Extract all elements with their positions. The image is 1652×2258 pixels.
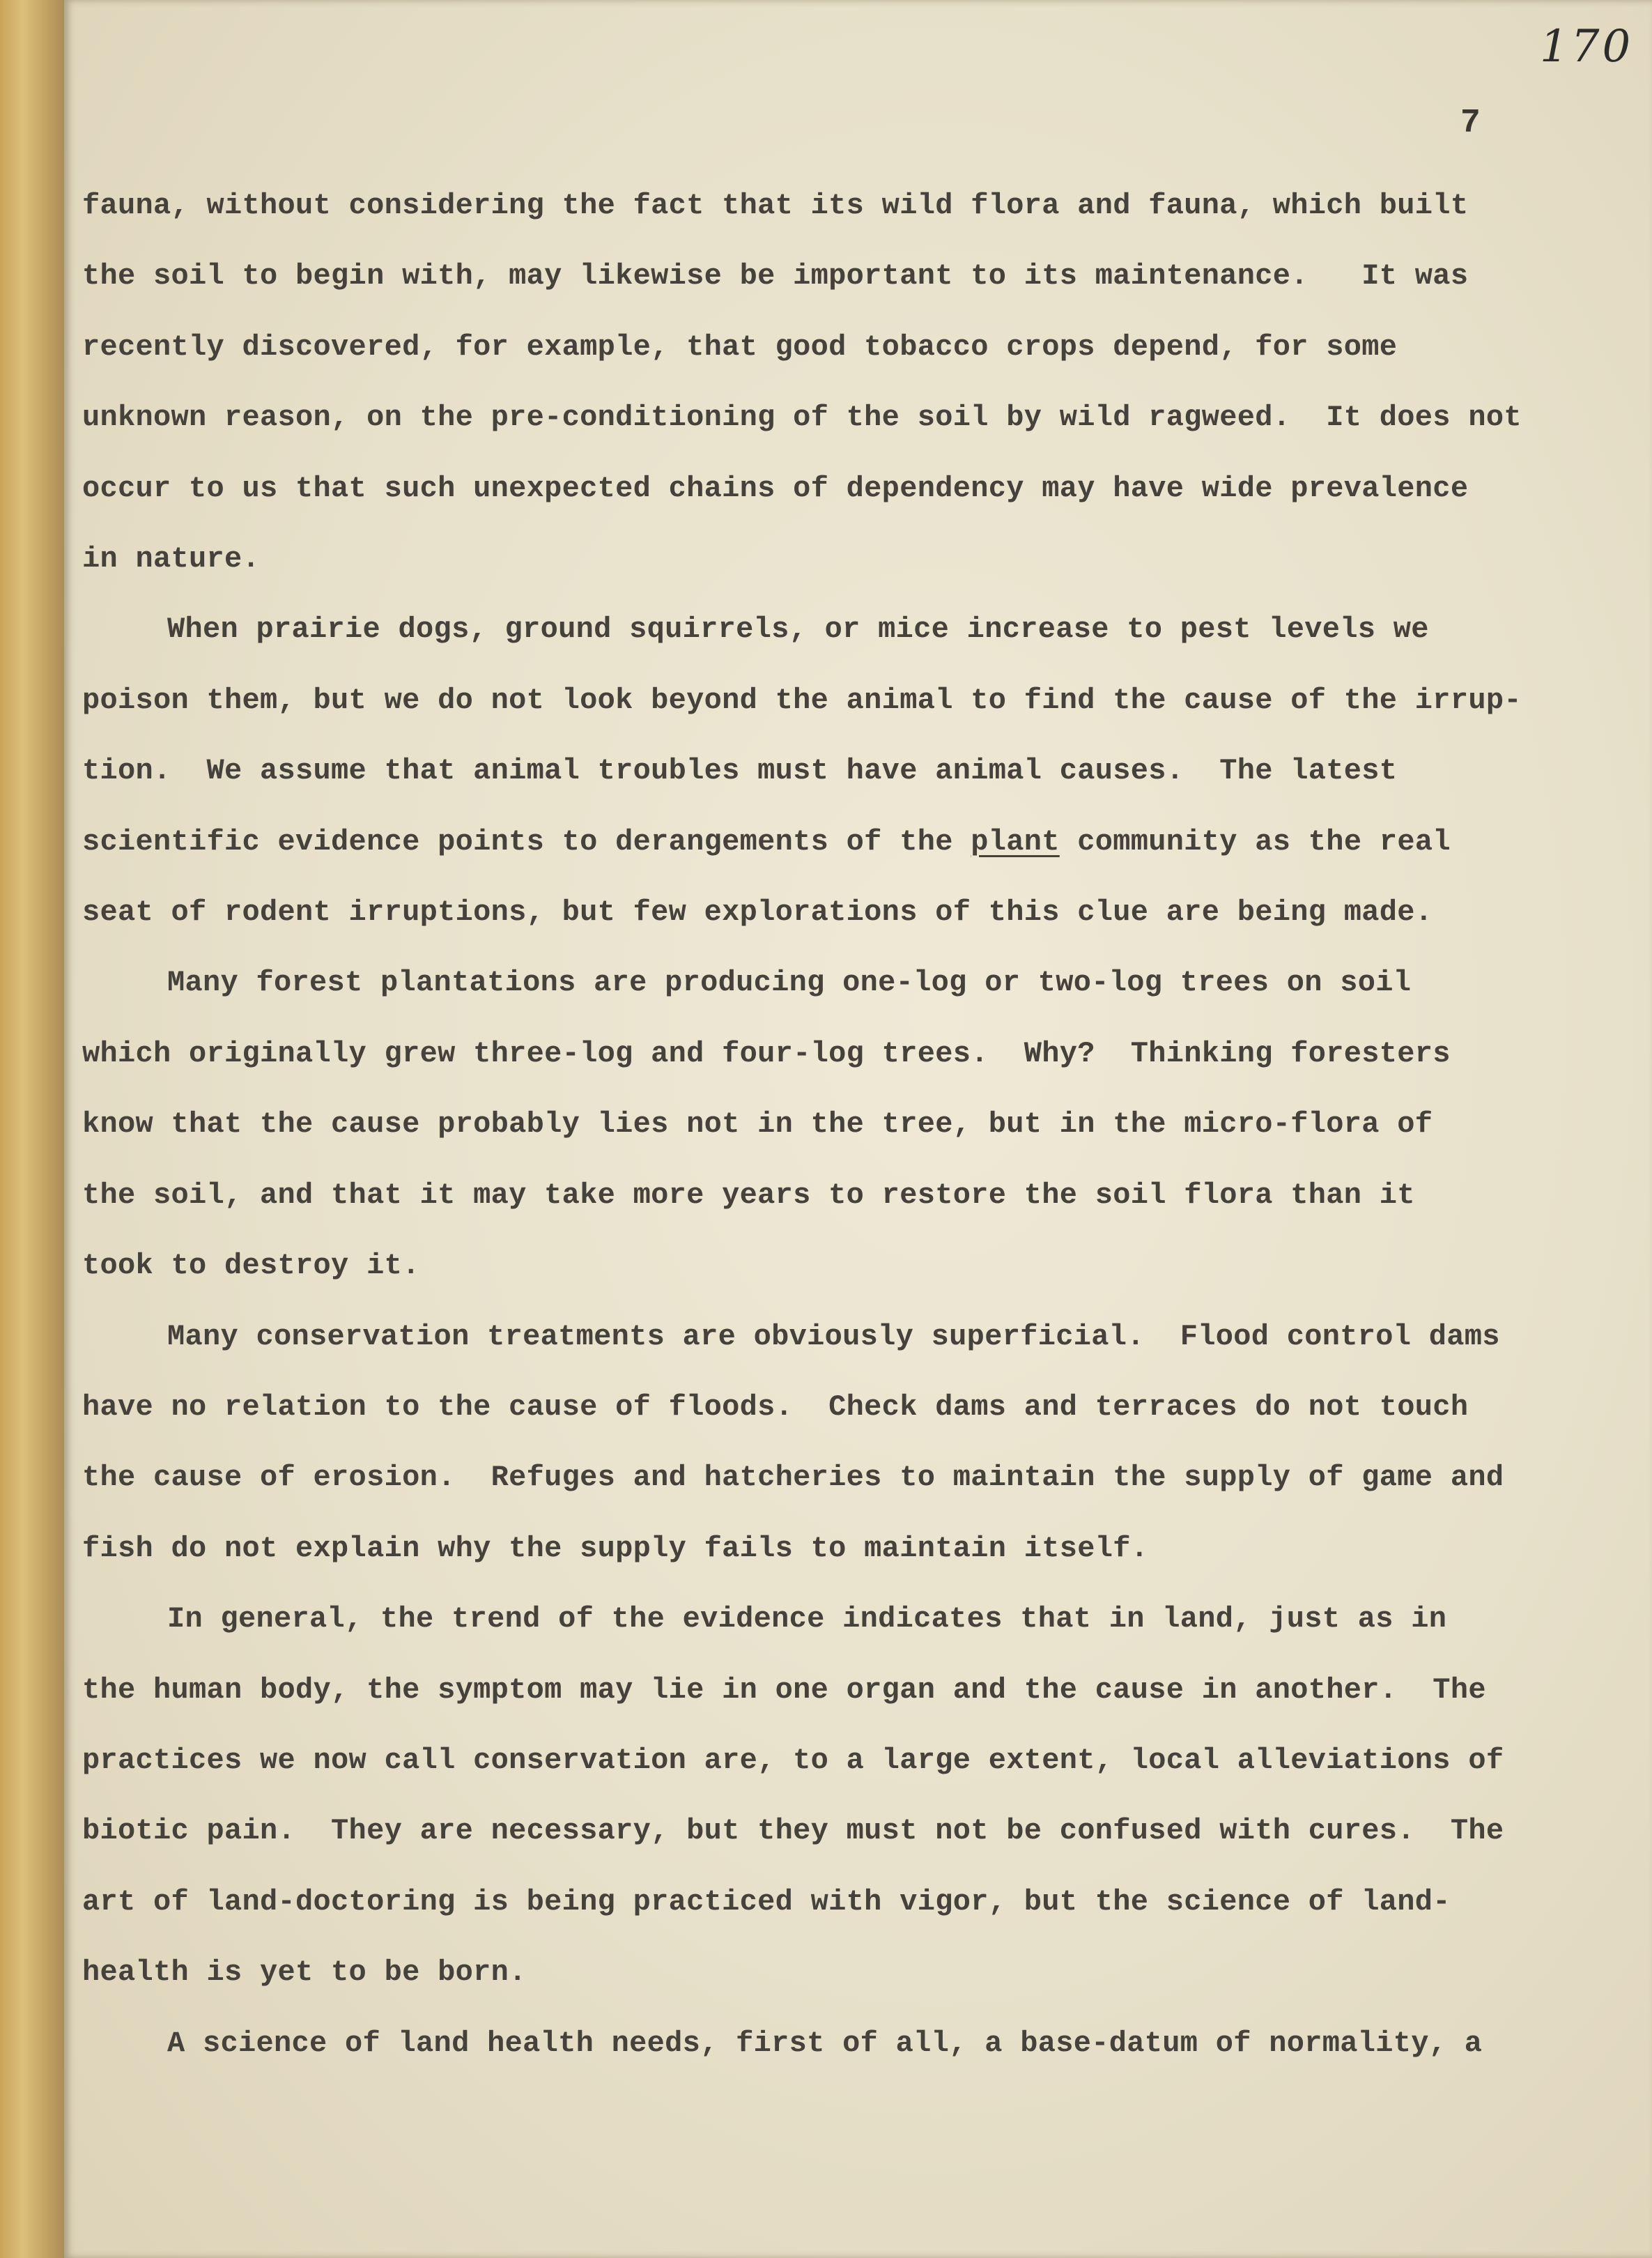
underlined-word-plant: plant xyxy=(971,824,1060,859)
text-line: unknown reason, on the pre-conditioning of the soil by wild ragweed. It does not xyxy=(82,401,1522,435)
text-line: A science of land health needs, first of all, a base-datum of normality, a xyxy=(167,2026,1483,2060)
text-line: took to destroy it. xyxy=(82,1249,420,1283)
text-line xyxy=(82,807,1518,877)
text-line: When prairie dogs, ground squirrels, or mice increase to pest levels we xyxy=(167,613,1429,647)
text-segment: community as the real xyxy=(1059,824,1451,859)
text-line: know that the cause probably lies not in the tree, but in the micro-flora of xyxy=(82,1107,1433,1142)
text-line: Many conservation treatments are obviously superficial. Flood control dams xyxy=(167,1319,1500,1353)
text-line: art of land-doctoring is being practiced with vigor, but the science of land- xyxy=(82,1884,1451,1919)
text-line: fish do not explain why the supply fails to maintain itself. xyxy=(82,1531,1149,1565)
page-number: 7 xyxy=(1460,105,1481,142)
paragraph-5 xyxy=(82,1584,1518,2008)
body-text xyxy=(82,171,1522,2079)
text-line: tion. We assume that animal troubles must have animal causes. The latest xyxy=(82,754,1398,788)
text-line: the soil to begin with, may likewise be important to its maintenance. It was xyxy=(82,259,1469,293)
text-line: which originally grew three-log and four-log trees. Why? Thinking foresters xyxy=(82,1036,1451,1070)
text-line: practices we now call conservation are, to a large extent, local alleviations of xyxy=(82,1743,1504,1777)
handwritten-folio-number: 170 xyxy=(1540,21,1634,72)
text-segment: scientific evidence points to derangements of the xyxy=(82,824,971,859)
text-line: recently discovered, for example, that good tobacco crops depend, for some xyxy=(82,330,1398,364)
paragraph-1 xyxy=(82,171,1522,594)
text-line: biotic pain. They are necessary, but they must not be confused with cures. The xyxy=(82,1814,1504,1848)
binding-edge xyxy=(0,0,66,2258)
text-line: in nature. xyxy=(82,542,261,576)
text-line: fauna, without considering the fact that its wild flora and fauna, which built xyxy=(82,189,1469,222)
text-line: the soil, and that it may take more years to restore the soil flora than it xyxy=(82,1178,1415,1212)
paragraph-4 xyxy=(82,1302,1518,1585)
text-line: the human body, the symptom may lie in one organ and the cause in another. The xyxy=(82,1673,1486,1707)
text-line: Many forest plantations are producing one-log or two-log trees on soil xyxy=(167,966,1412,1000)
text-line: the cause of erosion. Refuges and hatcheries to maintain the supply of game and xyxy=(82,1461,1504,1495)
text-line: health is yet to be born. xyxy=(82,1956,527,1990)
text-line: poison them, but we do not look beyond the animal to find the cause of the irrup- xyxy=(82,683,1522,717)
paragraph-2 xyxy=(82,594,1522,948)
paragraph-6 xyxy=(82,2009,1518,2079)
text-line: seat of rodent irruptions, but few explorations of this clue are being made. xyxy=(82,896,1433,930)
text-line: have no relation to the cause of floods. Check dams and terraces do not touch xyxy=(82,1390,1469,1424)
paragraph-3 xyxy=(82,948,1518,1301)
text-line: occur to us that such unexpected chains of dependency may have wide prevalence xyxy=(82,471,1469,505)
text-line: In general, the trend of the evidence indicates that in land, just as in xyxy=(167,1602,1447,1636)
